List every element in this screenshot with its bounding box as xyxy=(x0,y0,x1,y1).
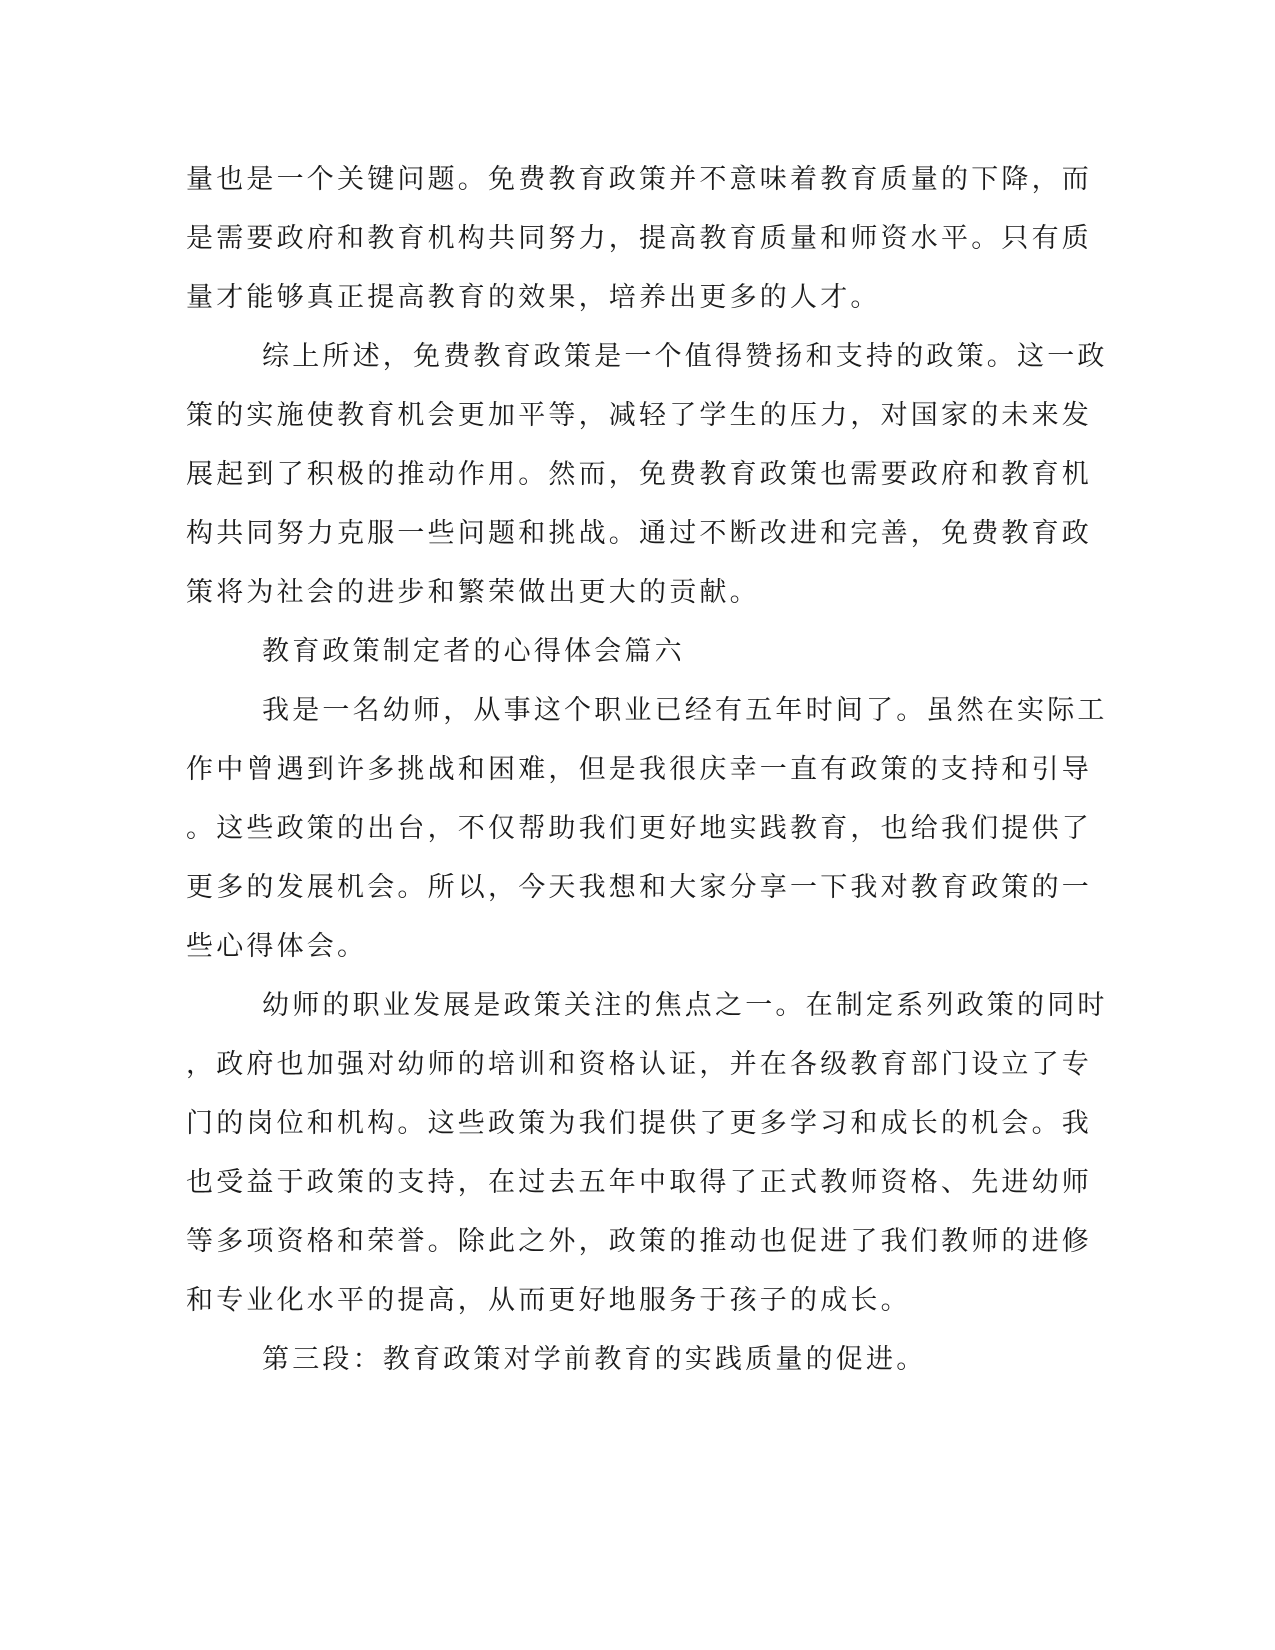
text-line: 量也是一个关键问题。免费教育政策并不意味着教育质量的下降，而 xyxy=(186,164,1092,195)
section-heading: 第三段：教育政策对学前教育的实践质量的促进。 xyxy=(262,1344,927,1375)
text-line: 更多的发展机会。所以，今天我想和大家分享一下我对教育政策的一 xyxy=(186,872,1092,903)
text-line: ，政府也加强对幼师的培训和资格认证，并在各级教育部门设立了专 xyxy=(186,1049,1092,1080)
paragraph-first-line: 综上所述，免费教育政策是一个值得赞扬和支持的政策。这一政 xyxy=(262,341,1108,372)
paragraph-first-line: 幼师的职业发展是政策关注的焦点之一。在制定系列政策的同时 xyxy=(262,990,1108,1021)
text-line: 策将为社会的进步和繁荣做出更大的贡献。 xyxy=(186,577,760,608)
paragraph-first-line: 我是一名幼师，从事这个职业已经有五年时间了。虽然在实际工 xyxy=(262,695,1108,726)
text-line: 展起到了积极的推动作用。然而，免费教育政策也需要政府和教育机 xyxy=(186,459,1092,490)
text-line: 和专业化水平的提高，从而更好地服务于孩子的成长。 xyxy=(186,1285,911,1316)
text-line: 也受益于政策的支持，在过去五年中取得了正式教师资格、先进幼师 xyxy=(186,1167,1092,1198)
text-line: 构共同努力克服一些问题和挑战。通过不断改进和完善，免费教育政 xyxy=(186,518,1092,549)
text-line: 是需要政府和教育机构共同努力，提高教育质量和师资水平。只有质 xyxy=(186,223,1092,254)
text-line: 策的实施使教育机会更加平等，减轻了学生的压力，对国家的未来发 xyxy=(186,400,1092,431)
text-line: 门的岗位和机构。这些政策为我们提供了更多学习和成长的机会。我 xyxy=(186,1108,1092,1139)
text-line: 。这些政策的出台，不仅帮助我们更好地实践教育，也给我们提供了 xyxy=(186,813,1092,844)
text-line: 些心得体会。 xyxy=(186,931,368,962)
text-line: 量才能够真正提高教育的效果，培养出更多的人才。 xyxy=(186,282,881,313)
text-line: 等多项资格和荣誉。除此之外，政策的推动也促进了我们教师的进修 xyxy=(186,1226,1092,1257)
text-line: 作中曾遇到许多挑战和困难，但是我很庆幸一直有政策的支持和引导 xyxy=(186,754,1092,785)
section-heading: 教育政策制定者的心得体会篇六 xyxy=(262,636,685,667)
